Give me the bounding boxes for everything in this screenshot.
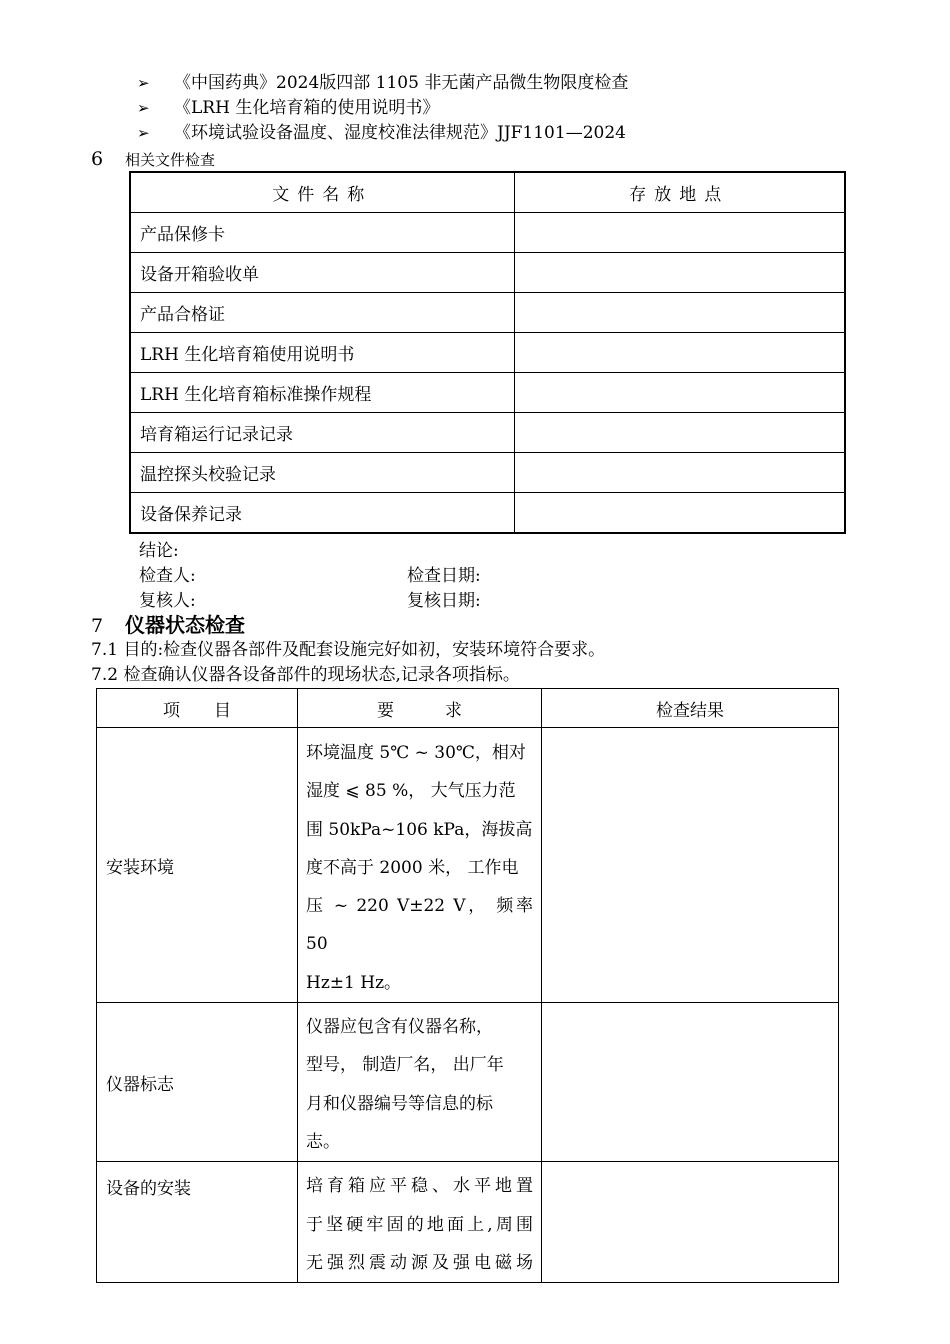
instrument-status-table (96, 688, 839, 1283)
inspect-date-label: 检查日期: (407, 566, 481, 586)
item-cell: 仪器标志 (97, 1003, 298, 1162)
storage-location-cell[interactable] (514, 453, 845, 493)
arrow-bullet-icon: ➢ (137, 124, 150, 142)
reference-item: ➢ 《LRH 生化培育箱的使用说明书》 (137, 98, 440, 118)
storage-location-cell[interactable] (514, 373, 845, 413)
item-cell: 设备的安装 (97, 1162, 298, 1283)
requirement-cell: 环境温度 5℃ ~ 30℃，相对 湿度 ⩽ 85 %， 大气压力范 围 50kPa~106 kPa，海拔高 度不高于 2000 米， 工作电 压 ~ 220 V±22 V， 频率 50 Hz±1 Hz。 (298, 728, 542, 1003)
storage-location-cell[interactable] (514, 413, 845, 453)
table-row (130, 333, 845, 373)
requirement-cell: 培育箱应平稳、水平地置 于坚硬牢固的地面上,周围 无强烈震动源及强电磁场 (298, 1162, 542, 1283)
document-name-cell: 培育箱运行记录记录 (130, 413, 514, 453)
reference-item: ➢ 《环境试验设备温度、湿度校准法律规范》JJF1101—2024 (137, 123, 626, 143)
section-7-heading: 7 仪器状态检查 (91, 613, 245, 637)
result-cell[interactable] (542, 1162, 839, 1283)
table-row (130, 453, 845, 493)
arrow-bullet-icon: ➢ (137, 74, 150, 92)
table-row (97, 728, 839, 1003)
storage-location-cell[interactable] (514, 253, 845, 293)
storage-location-cell[interactable] (514, 493, 845, 534)
table-row (97, 1003, 839, 1162)
arrow-bullet-icon: ➢ (137, 99, 150, 117)
inspector-label: 检查人: (139, 566, 196, 586)
table-row (97, 1162, 839, 1283)
requirement-cell: 仪器应包含有仪器名称， 型号， 制造厂名， 出厂年 月和仪器编号等信息的标 志。 (298, 1003, 542, 1162)
item-cell: 安装环境 (97, 728, 298, 1003)
reviewer-label: 复核人: (139, 591, 196, 611)
document-name-cell: 产品合格证 (130, 293, 514, 333)
storage-location-cell[interactable] (514, 213, 845, 253)
section-6-heading: 6 相关文件检查 (91, 148, 216, 170)
table-row (130, 413, 845, 453)
related-documents-table (129, 171, 846, 534)
table-row (130, 373, 845, 413)
result-cell[interactable] (542, 728, 839, 1003)
column-header-item: 项 目 (97, 689, 298, 728)
document-name-cell: 设备开箱验收单 (130, 253, 514, 293)
column-header-document-name: 文件名称 (130, 172, 514, 213)
table-row (130, 493, 845, 534)
document-name-cell: 产品保修卡 (130, 213, 514, 253)
check-paragraph: 7.2 检查确认仪器各设备部件的现场状态,记录各项指标。 (91, 665, 520, 685)
storage-location-cell[interactable] (514, 333, 845, 373)
result-cell[interactable] (542, 1003, 839, 1162)
conclusion-label: 结论: (139, 541, 179, 561)
reference-item: ➢ 《中国药典》2024版四部 1105 非无菌产品微生物限度检查 (137, 73, 629, 93)
column-header-requirement: 要 求 (298, 689, 542, 728)
purpose-paragraph: 7.1 目的:检查仪器各部件及配套设施完好如初，安装环境符合要求。 (91, 640, 606, 660)
document-name-cell: LRH 生化培育箱标准操作规程 (130, 373, 514, 413)
document-name-cell: LRH 生化培育箱使用说明书 (130, 333, 514, 373)
table-row (130, 293, 845, 333)
table-row (130, 253, 845, 293)
column-header-storage-location: 存放地点 (514, 172, 845, 213)
review-date-label: 复核日期: (407, 591, 481, 611)
document-name-cell: 设备保养记录 (130, 493, 514, 534)
table-row (130, 213, 845, 253)
column-header-result: 检查结果 (542, 689, 839, 728)
storage-location-cell[interactable] (514, 293, 845, 333)
document-name-cell: 温控探头校验记录 (130, 453, 514, 493)
